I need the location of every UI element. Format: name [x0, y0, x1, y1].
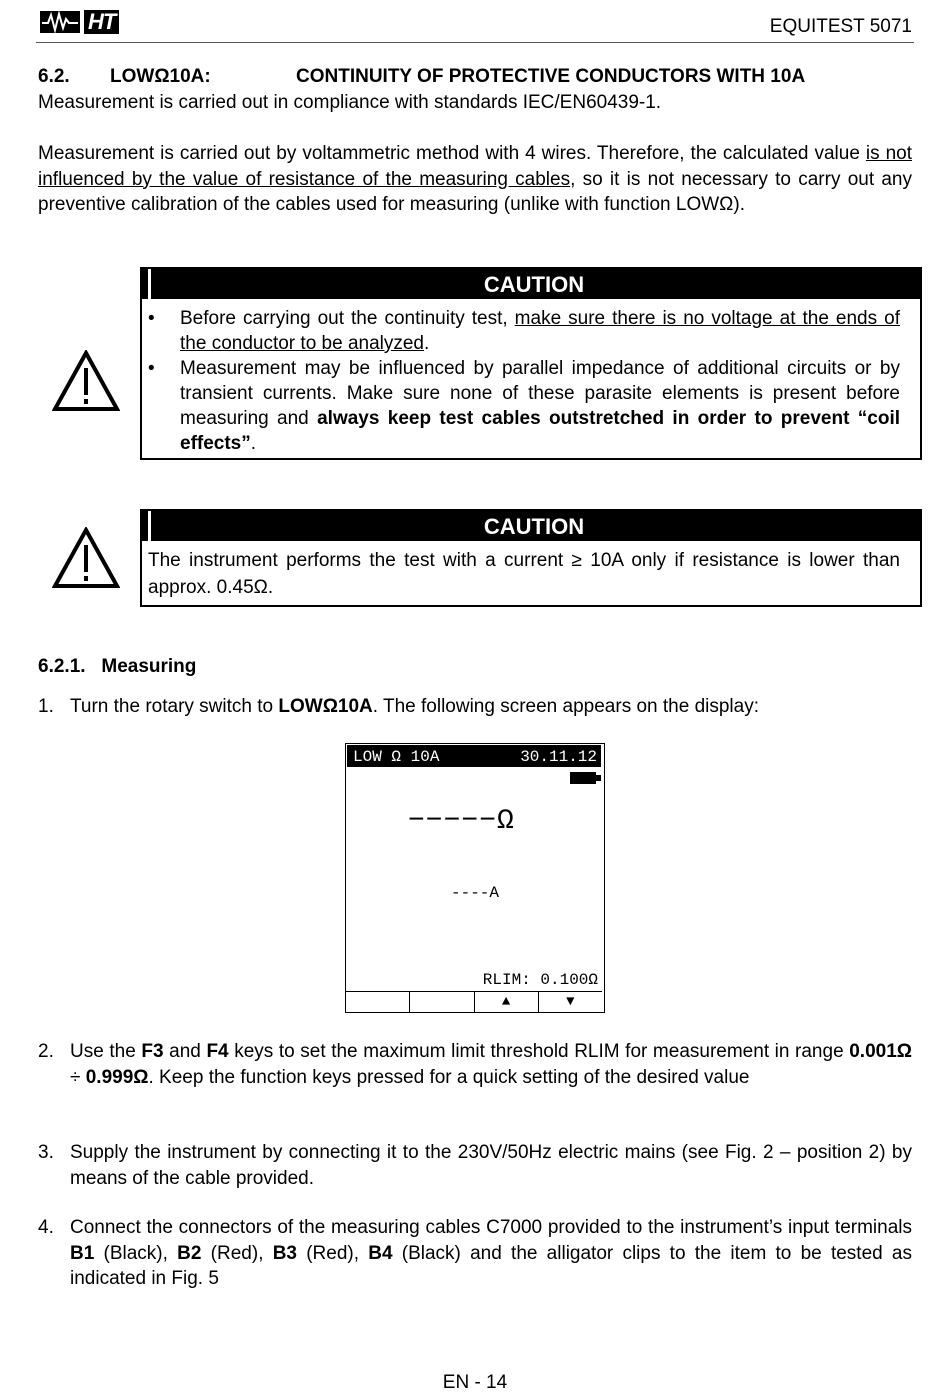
caution-text: Measurement may be influenced by parallel impedance of additional circuits or by transient currents. Make sure none of these parasite elements is present before measuring and [180, 358, 900, 429]
step-text [70, 1039, 912, 1090]
step-text-part: ÷ [70, 1066, 86, 1088]
step-text-part: Use the [70, 1041, 142, 1062]
page-header [36, 6, 914, 43]
step-text [70, 694, 912, 720]
method-text-underlined: is not influenced by the value of resistance of the measuring cables [38, 143, 912, 190]
display-date: 30.11.12 [520, 748, 597, 766]
step-text-part: (Black), [94, 1242, 178, 1264]
step-text-part: (Red), [297, 1242, 369, 1264]
step-number: 3. [38, 1142, 54, 1163]
step-text-part: . Keep the function keys pressed for a quick setting of the desired value [148, 1066, 750, 1088]
caution-bullet [142, 306, 920, 356]
step-text-bold: B2 [177, 1242, 202, 1264]
step-3 [38, 1140, 912, 1191]
step-text-part: (Red), [201, 1242, 273, 1264]
step-text-bold: F4 [206, 1041, 229, 1062]
subsection-title: 6.2.1. Measuring [38, 656, 197, 677]
step-text-part: Turn the rotary switch to [70, 696, 279, 717]
step-text-part: Connect the connectors of the measuring cables C7000 provided to the instrument’s input terminals [70, 1217, 912, 1238]
step-4 [38, 1215, 912, 1292]
f4-down-arrow-icon: ▼ [566, 994, 575, 1010]
warning-triangle-icon [52, 350, 120, 412]
f1-key-label [346, 992, 410, 1012]
step-text-part: (Black) and the alligator clips to the item to be tested as indicated in Fig. 5 [70, 1242, 912, 1289]
caution-text: Before carrying out the continuity test, [180, 308, 515, 329]
method-paragraph [38, 141, 912, 218]
caution-list [142, 306, 920, 456]
ht-logo-icon [40, 11, 80, 33]
step-text-bold: F3 [141, 1041, 164, 1062]
step-text-bold: 0.999Ω [85, 1066, 149, 1088]
warning-triangle-icon [52, 527, 120, 589]
caution-text-bold: always keep test cables outstretched in order to prevent “coil effects” [180, 408, 901, 454]
caution-body [142, 299, 920, 456]
caution-box-1 [140, 267, 922, 460]
rlim-threshold: RLIM: 0.100Ω [482, 971, 598, 989]
step-text-bold: B4 [368, 1242, 393, 1264]
document-title: EQUITEST 5071 [769, 16, 912, 37]
step-text-bold: LOWΩ10A [278, 696, 373, 717]
battery-icon [570, 772, 596, 784]
step-text-part: . The following screen appears on the display: [372, 696, 759, 717]
logo-text: HT [84, 10, 119, 34]
step-text: Supply the instrument by connecting it to the 230V/50Hz electric mains (see Fig. 2 – position 2) by means of the cable provided. [70, 1142, 912, 1189]
caution-box-2 [140, 509, 922, 607]
step-text-part: keys to set the maximum limit threshold RLIM for measurement in range [228, 1041, 850, 1062]
step-number: 1. [38, 696, 54, 717]
step-2 [38, 1039, 912, 1090]
current-reading: ----A [450, 884, 499, 902]
step-text-bold: B1 [70, 1242, 95, 1264]
section-code: LOWΩ10A: [110, 66, 211, 87]
caution-text: The instrument performs the test with a current ≥ 10A only if resistance is lower than approx. 0.45Ω. [148, 550, 900, 598]
step-number: 2. [38, 1041, 54, 1062]
section-number: 6.2. [38, 66, 70, 87]
method-text-b: , so it is not necessary to carry out any preventive calibration of the cables used for measuring (unlike with function LOWΩ). [38, 168, 912, 215]
caution-text: . [250, 433, 257, 454]
caution-title: CAUTION [142, 511, 920, 541]
step-number: 4. [38, 1217, 54, 1238]
display-status-bar [347, 745, 601, 767]
step-text-part: and [163, 1041, 207, 1062]
method-text-a: Measurement is carried out by voltammetric method with 4 wires. Therefore, the calculated value [38, 143, 866, 164]
step-1 [38, 694, 912, 720]
step-text [70, 1215, 912, 1292]
instrument-display [345, 743, 605, 1013]
page-number: EN - 14 [442, 1372, 508, 1393]
resistance-reading: −−−−−Ω [408, 806, 515, 837]
f2-key-label [410, 992, 474, 1012]
step-text-bold: B3 [272, 1242, 297, 1264]
section-title: CONTINUITY OF PROTECTIVE CONDUCTORS WITH 10A [296, 66, 806, 87]
caution-title: CAUTION [142, 269, 920, 299]
function-key-bar [346, 991, 602, 1012]
ht-logo [40, 9, 119, 35]
display-function: LOW Ω 10A [353, 748, 440, 766]
caution-text: . [424, 333, 430, 354]
caution-text-underlined: make sure there is no voltage at the ends of the conductor to be analyzed [180, 308, 900, 354]
standards-line: Measurement is carried out in compliance with standards IEC/EN60439-1. [38, 92, 662, 113]
f3-up-arrow-icon: ▲ [475, 992, 539, 1012]
step-text-bold: 0.001Ω [849, 1041, 912, 1062]
caution-bullet [142, 356, 920, 456]
